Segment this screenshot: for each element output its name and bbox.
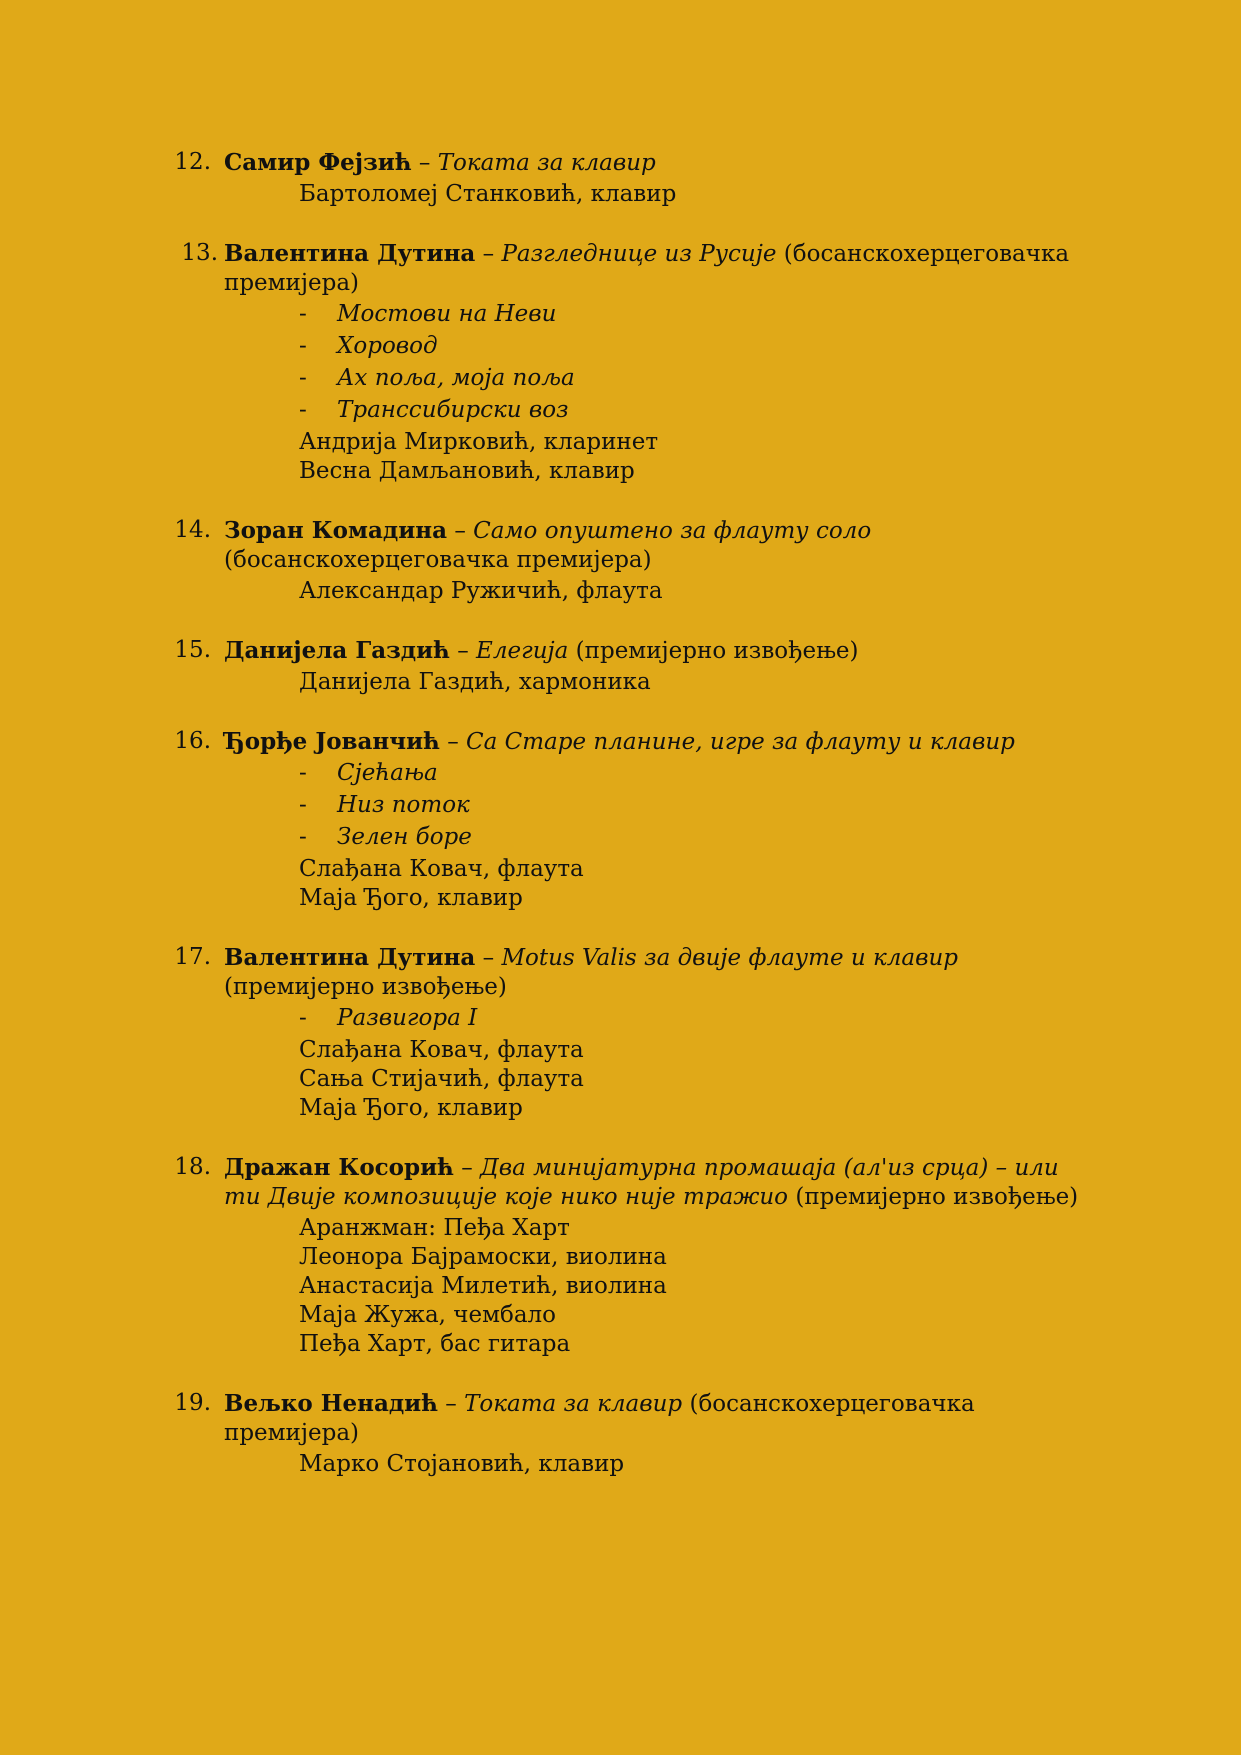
entry-heading xyxy=(224,148,1091,178)
composer-name: Ђорђе Јованчић xyxy=(224,728,440,755)
performer-line: Маја Жужа, чембало xyxy=(299,1302,557,1328)
performer-list xyxy=(224,1450,1091,1479)
list-dash: - xyxy=(299,824,307,850)
performance-note: (босанскохерцеговачка премијера) xyxy=(224,518,879,573)
movement-list xyxy=(224,757,1091,853)
composer-name: Валентина Дутина xyxy=(224,240,476,267)
performance-note: (премијерно извођење) xyxy=(788,1184,1079,1210)
movement-item xyxy=(299,362,1091,394)
movement-title: Зелен боре xyxy=(337,824,472,850)
work-title: Са Старе планине, игре за флауту и клавир xyxy=(466,729,1015,755)
separator-dash: – xyxy=(447,518,474,544)
entry-heading xyxy=(224,636,1091,666)
entry-heading xyxy=(224,1389,1091,1448)
composer-name: Самир Фејзић xyxy=(224,149,412,176)
entry-heading xyxy=(224,516,1091,575)
performer-line: Марко Стојановић, клавир xyxy=(299,1451,625,1477)
composer-name: Вељко Ненадић xyxy=(224,1390,438,1417)
composer-name: Данијела Газдић xyxy=(224,637,450,664)
list-dash: - xyxy=(299,792,307,818)
entry-number: 19. xyxy=(174,1390,211,1416)
entry-number: 18. xyxy=(174,1154,211,1180)
performer-line: Сања Стијачић, флаута xyxy=(299,1066,584,1092)
work-title: Токата за клавир xyxy=(464,1391,683,1417)
movement-item xyxy=(299,298,1091,330)
movement-item xyxy=(299,394,1091,426)
performer-line: Маја Ђого, клавир xyxy=(299,1095,523,1121)
movement-title: Сјећања xyxy=(337,760,438,786)
program-entry xyxy=(0,636,1241,697)
separator-dash: – xyxy=(449,638,477,664)
movement-title: Низ поток xyxy=(337,792,470,818)
performer-line: Весна Дамљановић, клавир xyxy=(299,458,635,484)
program-entry xyxy=(0,943,1241,1123)
performer-list xyxy=(224,668,1091,697)
composer-name: Зоран Комадина xyxy=(224,517,448,544)
performer-line: Андрија Мирковић, кларинет xyxy=(299,429,659,455)
performance-note: (премијерно извођење) xyxy=(568,638,859,664)
work-title: Само опуштено за флауту соло xyxy=(473,518,872,544)
list-dash: - xyxy=(299,333,307,359)
program-entry xyxy=(0,239,1241,486)
program-entry xyxy=(0,1153,1241,1359)
work-title: Токата за клавир xyxy=(437,150,656,176)
performer-list xyxy=(224,1036,1091,1123)
performer-line: Пеђа Харт, бас гитара xyxy=(299,1331,571,1357)
separator-dash: – xyxy=(475,241,502,267)
entry-number: 13. xyxy=(181,240,218,266)
composer-name: Валентина Дутина xyxy=(224,944,476,971)
performer-line: Аранжман: Пеђа Харт xyxy=(299,1215,570,1241)
performer-list xyxy=(224,180,1091,209)
separator-dash: – xyxy=(475,945,502,971)
concert-program-list xyxy=(0,148,1241,1509)
movement-item xyxy=(299,757,1091,789)
performer-line: Слађана Ковач, флаута xyxy=(299,856,584,882)
entry-heading xyxy=(224,1153,1091,1212)
movement-item xyxy=(299,330,1091,362)
separator-dash: – xyxy=(411,150,438,176)
performance-note: (босанскохерцеговачка премијера) xyxy=(224,1391,983,1446)
program-entry xyxy=(0,727,1241,913)
movement-title: Ах поља, моја поља xyxy=(337,365,575,391)
work-title: Елегија xyxy=(476,638,569,664)
performer-line: Маја Ђого, клавир xyxy=(299,885,523,911)
list-dash: - xyxy=(299,365,307,391)
list-dash: - xyxy=(299,1005,307,1031)
performer-list xyxy=(224,428,1091,486)
list-dash: - xyxy=(299,760,307,786)
performer-line: Данијела Газдић, хармоника xyxy=(299,669,651,695)
performance-note: (босанскохерцеговачка премијера) xyxy=(224,241,1077,296)
entry-number: 16. xyxy=(174,728,211,754)
performance-note: (премијерно извођење) xyxy=(224,945,966,1000)
movement-item xyxy=(299,789,1091,821)
entry-number: 12. xyxy=(174,149,211,175)
separator-dash: – xyxy=(437,1391,465,1417)
list-dash: - xyxy=(299,301,307,327)
movement-item xyxy=(299,1002,1091,1034)
performer-list xyxy=(224,577,1091,606)
work-title: Два минијатурна промашаја (ал'из срца) – или ти Двије композиције које нико није тражио xyxy=(224,1155,1059,1210)
work-title: Motus Valis за двије флауте и клавир xyxy=(501,945,959,971)
separator-dash: – xyxy=(453,1155,481,1181)
performer-line: Анастасија Милетић, виолина xyxy=(299,1273,667,1299)
performer-line: Леонора Бајрамоски, виолина xyxy=(299,1244,667,1270)
movement-title: Развигора I xyxy=(337,1005,478,1031)
movement-item xyxy=(299,821,1091,853)
program-entry xyxy=(0,1389,1241,1479)
performer-line: Слађана Ковач, флаута xyxy=(299,1037,584,1063)
performer-line: Александар Ружичић, флаута xyxy=(299,578,663,604)
movement-list xyxy=(224,298,1091,426)
entry-heading xyxy=(224,943,1091,1002)
movement-title: Транссибирски воз xyxy=(337,397,569,423)
list-dash: - xyxy=(299,397,307,423)
movement-title: Мостови на Неви xyxy=(337,301,557,327)
performer-line: Бартоломеј Станковић, клавир xyxy=(299,181,677,207)
entry-number: 17. xyxy=(174,944,211,970)
entry-heading xyxy=(224,239,1091,298)
performer-list xyxy=(224,1214,1091,1359)
movement-title: Хоровод xyxy=(337,333,438,359)
program-entry xyxy=(0,148,1241,209)
composer-name: Дражан Косорић xyxy=(224,1154,454,1181)
separator-dash: – xyxy=(439,729,467,755)
entry-heading xyxy=(224,727,1091,757)
entry-number: 15. xyxy=(174,637,211,663)
entry-number: 14. xyxy=(174,517,211,543)
work-title: Разгледнице из Русије xyxy=(501,241,777,267)
program-entry xyxy=(0,516,1241,606)
performer-list xyxy=(224,855,1091,913)
movement-list xyxy=(224,1002,1091,1034)
